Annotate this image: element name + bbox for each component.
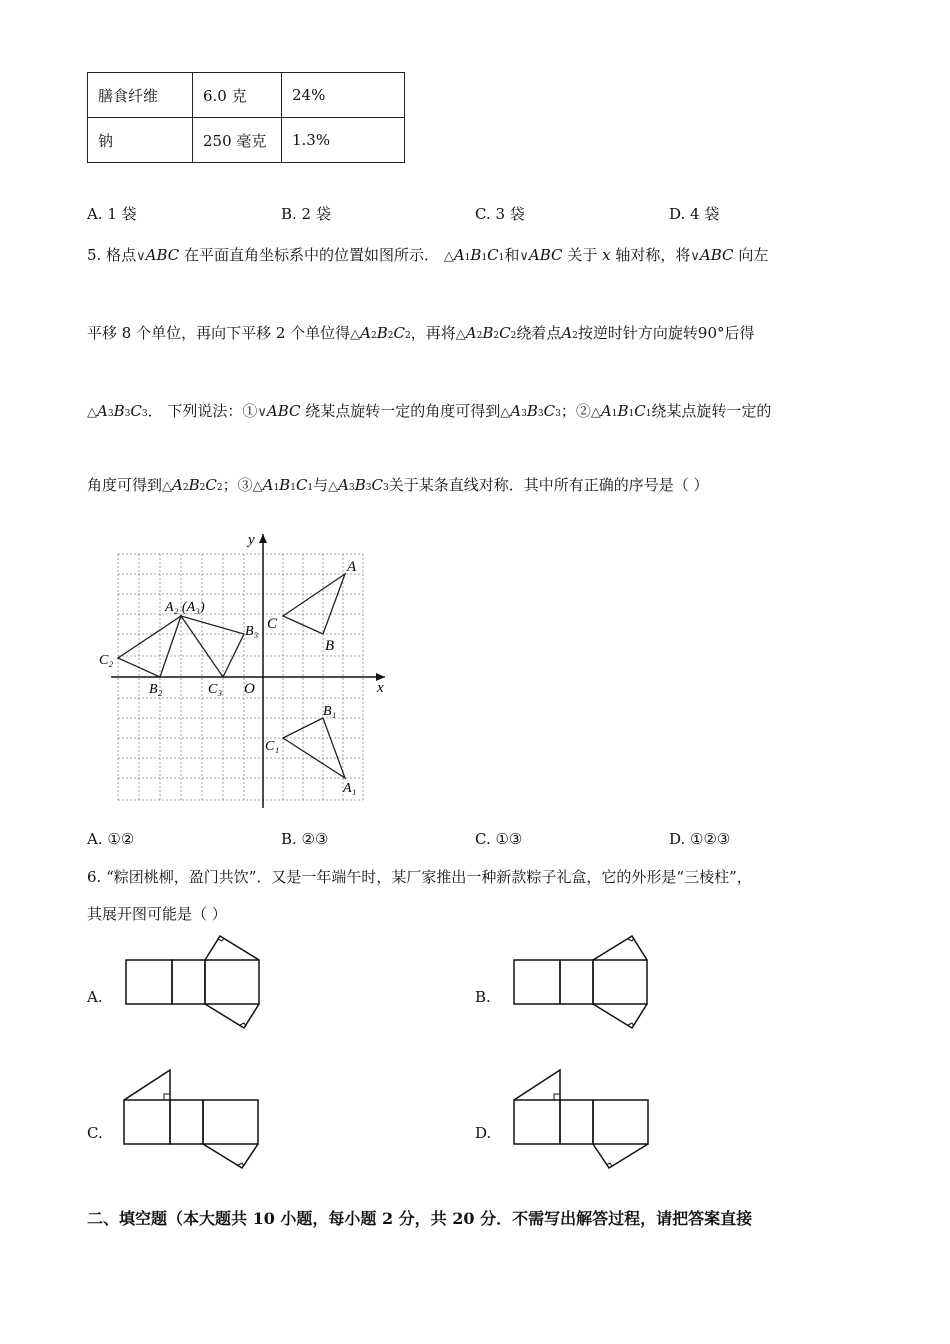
triangle-abc <box>283 574 345 634</box>
q5-line-1: 5. 格点∨ABC 在平面直角坐标系中的位置如图所示． △A1B1C1和∨ABC 关于 x 轴对称，将∨ABC 向左 <box>87 246 769 264</box>
text: 格点 <box>106 246 137 264</box>
net-c-figure <box>120 1065 265 1175</box>
text: 在平面直角坐标系中的位置如图所示． <box>184 246 440 264</box>
q6-line-1: 6. “粽团桃柳，盈门共饮”．又是一年端午时，某厂家推出一种新款粽子礼盒，它的外形是“三棱柱”， <box>87 868 752 886</box>
q5-line-3: △A3B3C3． 下列说法：①∨ABC 绕某点旋转一定的角度可得到△A3B3C3；②△A1B1C1绕某点旋转一定的 <box>87 402 772 420</box>
triangle-symbol-icon: ∨ <box>519 249 529 264</box>
q5-line-2: 平移 8 个单位，再向下平移 2 个单位得△A2B2C2，再将△A2B2C2绕着点A2按逆时针方向旋转90°后得 <box>87 324 755 342</box>
triangle-symbol-icon: △ <box>252 479 263 494</box>
nutrition-table <box>87 72 405 163</box>
coordinate-grid-figure <box>95 522 395 817</box>
triangle-symbol-icon: △ <box>590 405 601 420</box>
triangle-a3b3c3 <box>181 616 244 677</box>
triangle-symbol-icon: △ <box>87 405 97 420</box>
label-b: B <box>325 638 335 654</box>
label-c1: C₁ <box>265 739 280 754</box>
q5-line-4: 角度可得到△A2B2C2；③△A1B1C1与△A3B3C3关于某条直线对称．其中所有正确的序号是（ ） <box>87 476 709 494</box>
q6-option-a-label: A. <box>87 988 103 1006</box>
math-abc: ABC <box>145 246 180 264</box>
q4-option-d: D. 4 袋 <box>669 205 720 223</box>
triangle-symbol-icon: ∨ <box>690 249 700 264</box>
table-row <box>88 118 405 163</box>
triangle-a1b1c1 <box>283 718 345 778</box>
triangle-symbol-icon: △ <box>162 479 173 494</box>
section-2-heading: 二、填空题（本大题共 10 小题，每小题 2 分，共 20 分．不需写出解答过程，请把答案直接 <box>87 1209 753 1228</box>
table-cell: 6.0 克 <box>193 73 282 118</box>
q5-option-c: C. ①③ <box>475 830 523 848</box>
q4-option-a: A. 1 袋 <box>87 205 137 223</box>
triangle-symbol-icon: △ <box>500 405 511 420</box>
label-c2: C₂ <box>99 653 114 668</box>
label-b2: B₂ <box>149 682 163 697</box>
label-x: x <box>377 680 384 696</box>
q6-line-2: 其展开图可能是（ ） <box>87 905 227 923</box>
q5-number: 5. <box>87 246 102 264</box>
label-c: C <box>267 616 278 632</box>
triangle-symbol-icon: △ <box>455 327 466 342</box>
table-cell: 1.3% <box>282 118 405 163</box>
y-axis-arrow-icon <box>259 534 267 543</box>
table-cell: 钠 <box>88 118 193 163</box>
triangle-symbol-icon: ∨ <box>257 405 267 420</box>
label-b3: B₃ <box>245 624 259 639</box>
angle-value: 90° <box>697 324 725 342</box>
label-y: y <box>248 532 255 548</box>
q6-option-b-label: B. <box>475 988 491 1006</box>
net-b-figure <box>508 930 653 1035</box>
q5-option-a: A. ①② <box>87 830 135 848</box>
q6-option-d-label: D. <box>475 1124 492 1142</box>
q4-option-b: B. 2 袋 <box>281 205 331 223</box>
table-cell: 膳食纤维 <box>88 73 193 118</box>
table-cell: 24% <box>282 73 405 118</box>
table-cell: 250 毫克 <box>193 118 282 163</box>
label-b1: B₁ <box>323 704 337 719</box>
q4-option-c: C. 3 袋 <box>475 205 525 223</box>
q5-option-b: B. ②③ <box>281 830 329 848</box>
triangle-symbol-icon: △ <box>443 249 454 264</box>
triangle-symbol-icon: ∨ <box>136 249 146 264</box>
net-d-figure <box>510 1065 655 1175</box>
q5-option-d: D. ①②③ <box>669 830 731 848</box>
triangle-symbol-icon: △ <box>328 479 339 494</box>
triangle-symbol-icon: △ <box>350 327 361 342</box>
label-a1: A₁ <box>343 781 357 796</box>
q6-option-c-label: C. <box>87 1124 103 1142</box>
triangle-a2b2c2 <box>118 616 181 677</box>
net-a-figure <box>120 930 265 1035</box>
label-a: A <box>347 559 357 575</box>
label-c3: C₃ <box>208 682 223 697</box>
table-row <box>88 73 405 118</box>
label-origin: O <box>244 681 255 697</box>
label-a2-a3: A₂ (A₃) <box>165 600 205 615</box>
